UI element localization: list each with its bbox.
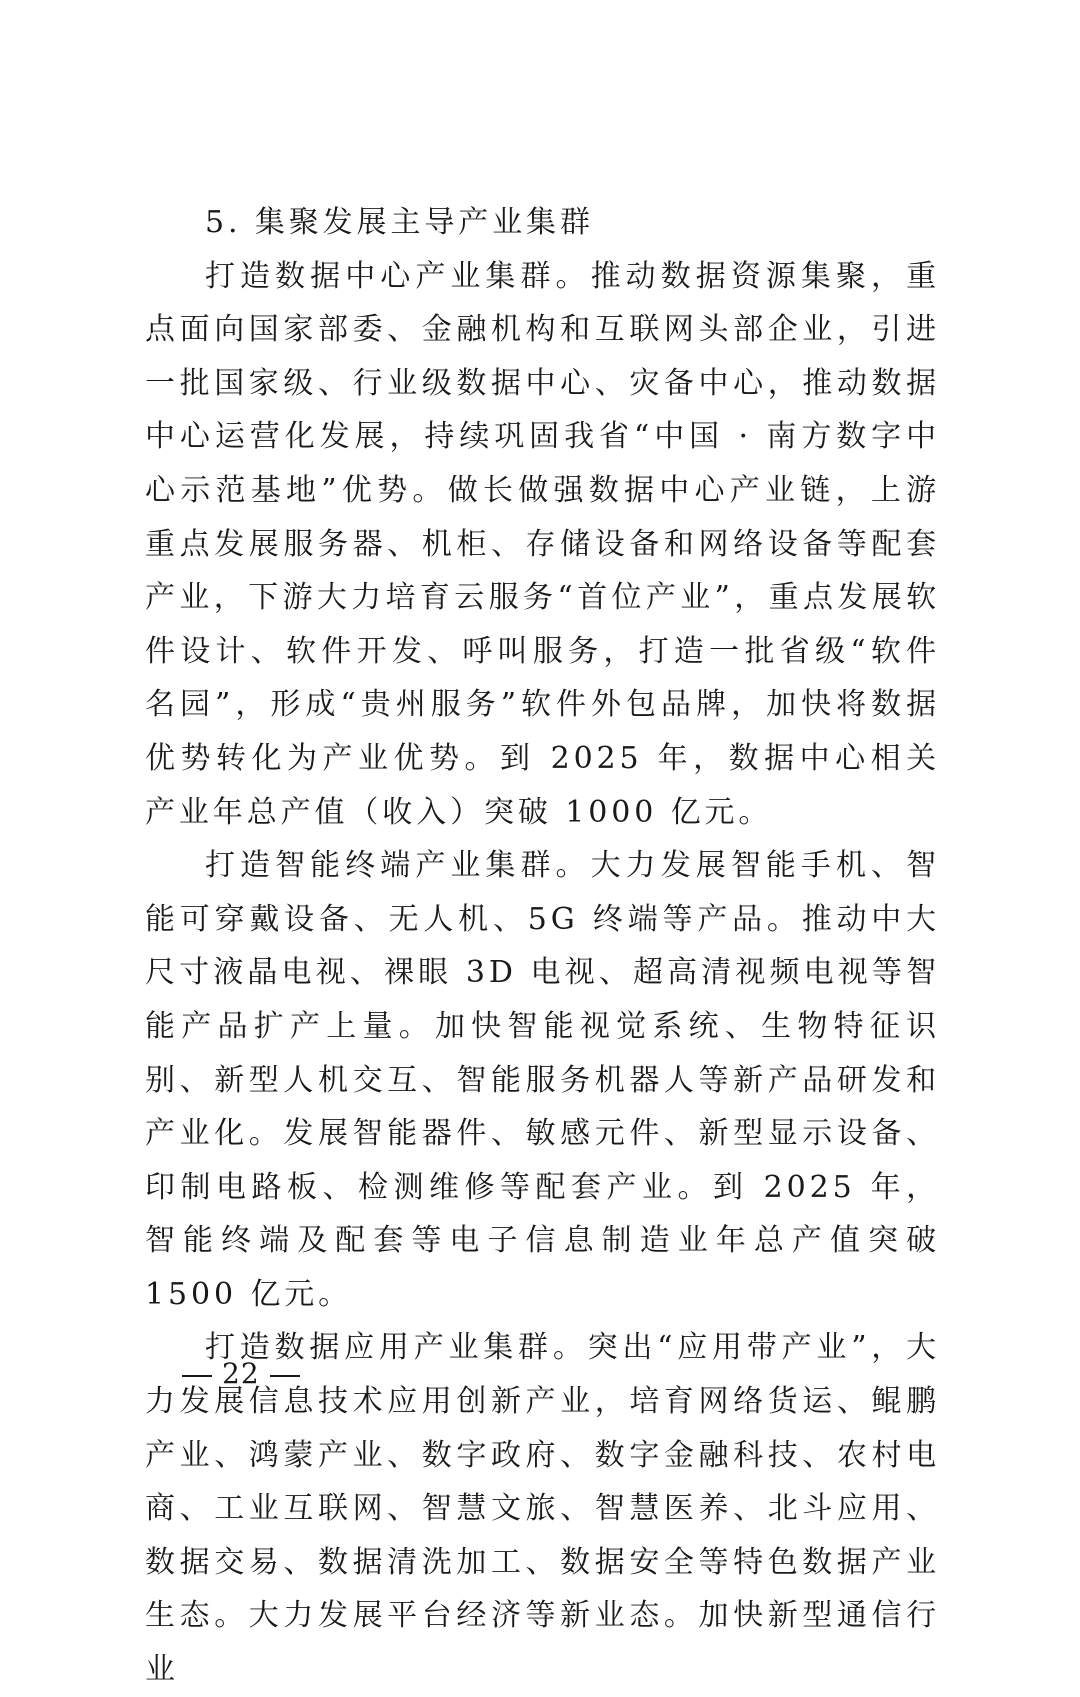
document-body [145, 196, 940, 1697]
paragraph-data-center-cluster: 打造数据中心产业集群。推动数据资源集聚，重点面向国家部委、金融机构和互联网头部企业，引进一批国家级、行业级数据中心、灾备中心，推动数据中心运营化发展，持续巩固我省“中国 · 南方数字中心示范基地”优势。做长做强数据中心产业链，上游重点发展服务器、机柜、存储设备和网络设备等配套产业，下游大力培育云服务“首位产业”，重点发展软件设计、软件开发、呼叫服务，打造一批省级“软件名园”，形成“贵州服务”软件外包品牌，加快将数据优势转化为产业优势。到 2025 年，数据中心相关产业年总产值（收入）突破 1000 亿元。 [145, 258, 940, 830]
paragraph-smart-terminal-cluster: 打造智能终端产业集群。大力发展智能手机、智能可穿戴设备、无人机、5G 终端等产品。推动中大尺寸液晶电视、裸眼 3D 电视、超高清视频电视等智能产品扩产上量。加快智能视觉系统、生物特征识别、新型人机交互、智能服务机器人等新产品研发和产业化。发展智能器件、敏感元件、新型显示设备、印制电路板、检测维修等配套产业。到 2025 年，智能终端及配套等电子信息制造业年总产值突破 1500 亿元。 [145, 848, 940, 1312]
footer-dash-left [182, 1375, 212, 1377]
section-heading: 5. 集聚发展主导产业集群 [205, 205, 594, 240]
paragraph-data-application-cluster: 打造数据应用产业集群。突出“应用带产业”，大力发展信息技术应用创新产业，培育网络货运、鲲鹏产业、鸿蒙产业、数字政府、数字金融科技、农村电商、工业互联网、智慧文旅、智慧医养、北斗应用、数据交易、数据清洗加工、数据安全等特色数据产业生态。大力发展平台经济等新业态。加快新型通信行业 [145, 1330, 940, 1688]
page-number: 22 [222, 1357, 260, 1390]
page-footer [172, 1356, 310, 1392]
footer-dash-right [270, 1375, 300, 1377]
